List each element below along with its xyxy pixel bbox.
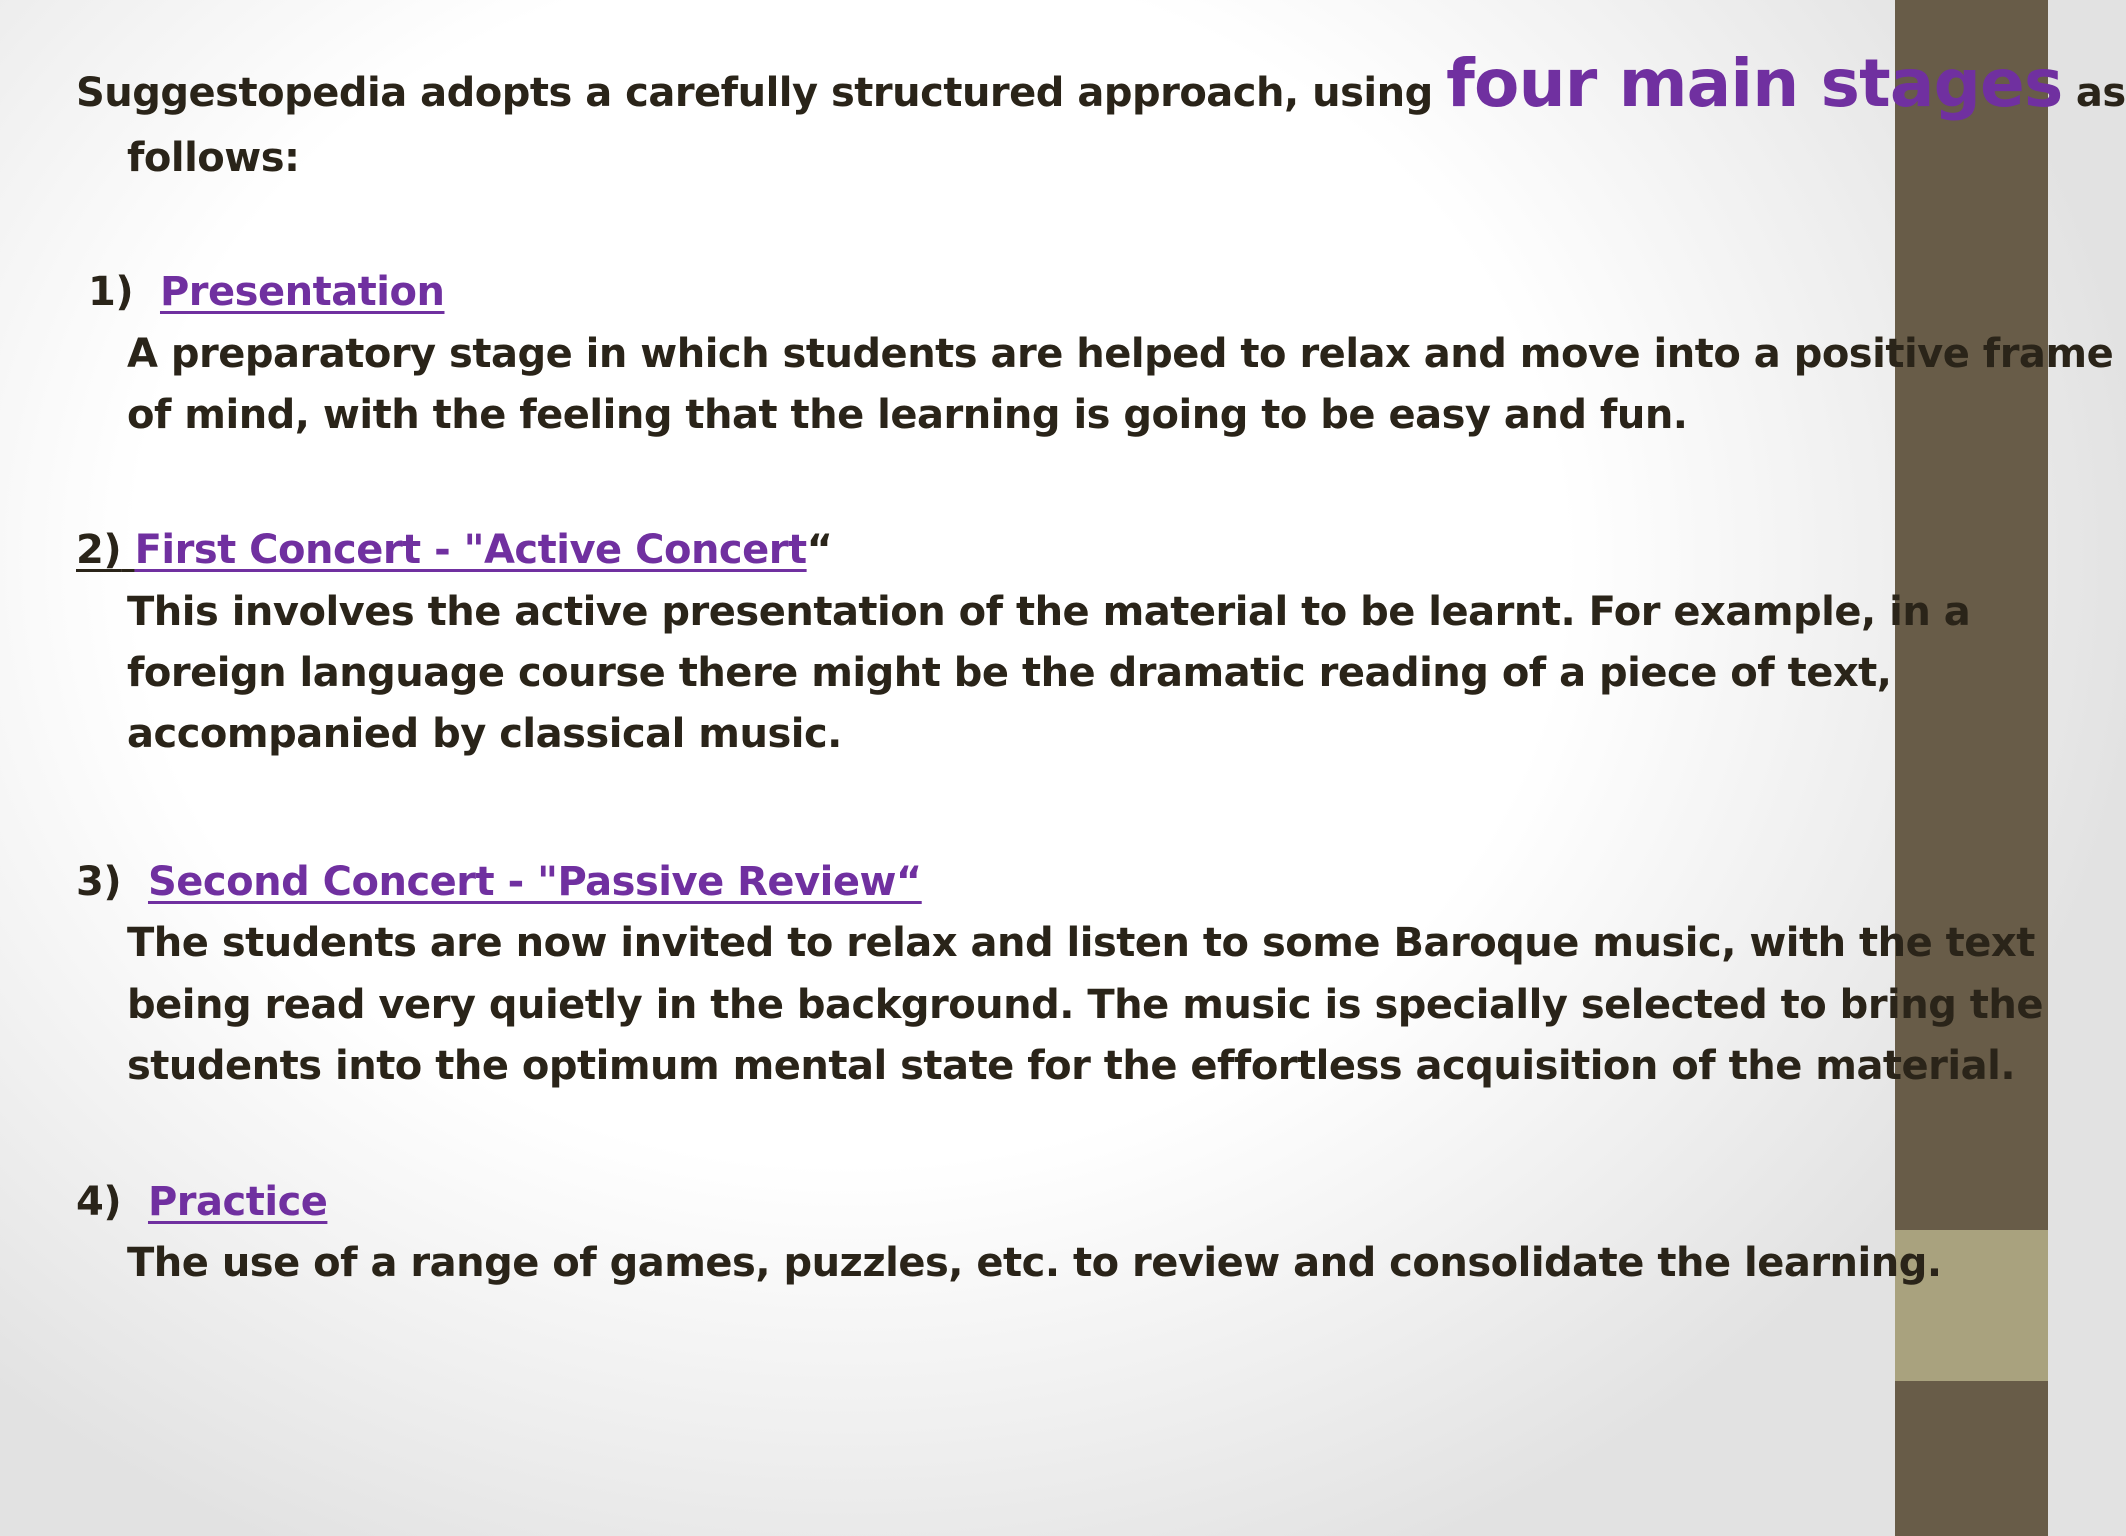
stage-3-description-line-2: being read very quietly in the background. The music is specially selected to bring the (127, 982, 2044, 1028)
intro-line (76, 45, 2126, 122)
stage-2-number-text: 2) (76, 527, 122, 573)
stage-1-description-line-1: A preparatory stage in which students are helped to relax and move into a positive frame (127, 331, 2114, 377)
stage-3-heading (76, 859, 922, 905)
stage-3-title: Second Concert - "Passive Review“ (147, 859, 922, 905)
stage-1-description-line-2: of mind, with the feeling that the learning is going to be easy and fun. (127, 392, 1688, 438)
stage-2-description-line-2: foreign language course there might be the dramatic reading of a piece of text, (127, 650, 1892, 696)
stage-4-heading (76, 1179, 328, 1225)
stage-3-number: 3) (76, 859, 122, 905)
intro-highlight: four main stages (1446, 45, 2063, 122)
stage-2-title-suffix: “ (806, 527, 833, 573)
stage-2-number (76, 527, 135, 573)
stage-3-description-line-3: students into the optimum mental state for the effortless acquisition of the material. (127, 1043, 2016, 1089)
stage-2-description-line-1: This involves the active presentation of the material to be learnt. For example, in a (127, 589, 1971, 635)
stage-4-title: Practice (147, 1179, 328, 1225)
intro-text-before: Suggestopedia adopts a carefully structured approach, using (76, 70, 1447, 116)
stage-2-description-line-3: accompanied by classical music. (127, 711, 842, 757)
stage-4-number: 4) (76, 1179, 122, 1225)
stage-4-description-line-1: The use of a range of games, puzzles, etc. to review and consolidate the learning. (127, 1240, 1942, 1286)
stage-2-title: First Concert - "Active Concert (134, 527, 807, 573)
stage-1-title: Presentation (159, 269, 445, 315)
intro-continuation: follows: (127, 135, 300, 181)
intro-text-after: as (2062, 70, 2126, 116)
stage-1-number: 1) (88, 269, 134, 315)
stage-2-heading (76, 527, 833, 573)
stage-1-heading (88, 269, 445, 315)
stage-3-description-line-1: The students are now invited to relax and listen to some Baroque music, with the text (127, 920, 2035, 966)
